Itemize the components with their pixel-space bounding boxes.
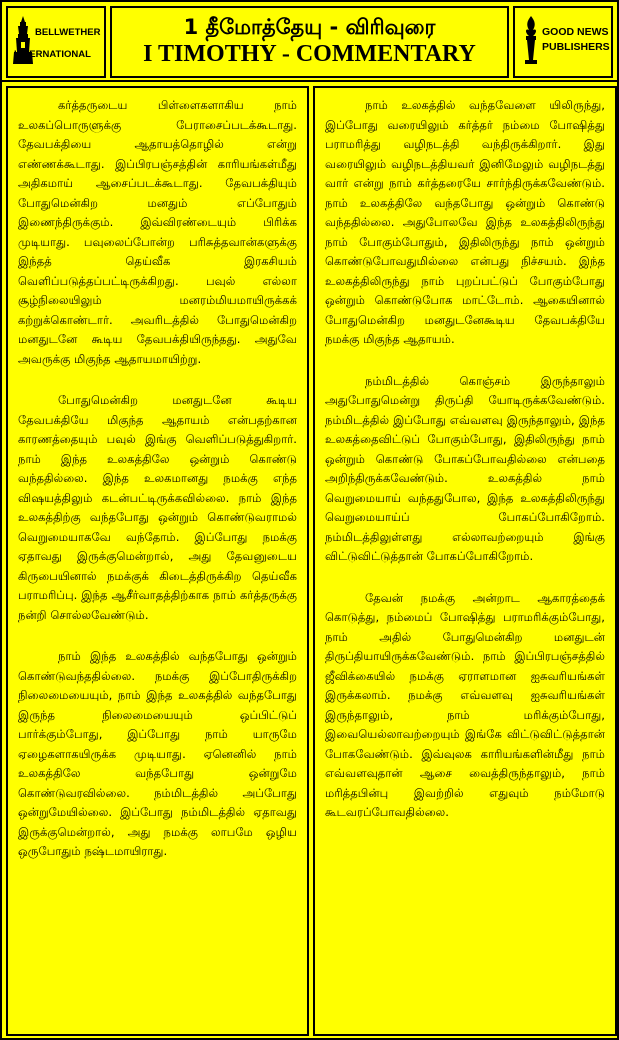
page-title-english: I TIMOTHY - COMMENTARY — [143, 41, 476, 67]
good-news-logo — [513, 6, 613, 78]
right-paragraph-2: நம்மிடத்தில் கொஞ்சம் இருந்தாலும் அதுபோதுமென்று திருப்தி யோடிருக்கவேண்டும். நம்மிடத்தில் இப்போது எவ்வளவு இருந்தாலும், இந்த உலகத்தைவிட்டுப் போகும்போது, இதிலிருந்து நாம் ஒன்றும் கொண்டு போகப்போவதில்லை என்பதை அறிந்திருக்கவேண்டும். உலகத்தில் நாம் வெறுமையாய் வந்ததுபோல, இந்த உலகத்திலிருந்து வெறுமையாய்ப் போகப்போகிறோம். நம்மிடத்திலுள்ளது எல்லாவற்றையும் இங்கு விட்டுவிட்டுத்தான் போகப்போகிறோம். — [325, 373, 605, 563]
left-paragraph-3: நாம் இந்த உலகத்தில் வந்தபோது ஒன்றும் கொண்டுவந்ததில்லை. நமக்கு இப்போதிருக்கிற நிலைமையையும், நாம் இந்த உலகத்தில் வந்தபோது இருந்த நிலைமையையும் ஒப்பிட்டுப் பார்க்கும்போது, இப்போது நாம் யாருமே ஏழைகளாகயிருக்க முடியாது. ஏனெனில் நாம் உலகத்திலே வந்தபோது ஒன்றுமே கொண்டுவரவில்லை. நம்மிடத்தில் அப்போது ஒன்றுமேயில்லை. இப்போது நம்மிடத்தில் ஏதாவது இருக்குமென்றால், அது நமக்கு லாபமே ஒழிய ஒருபோதும் நஷ்டமாயிராது. — [18, 649, 297, 858]
bellwether-logo — [6, 6, 106, 78]
header — [2, 2, 617, 82]
page-title-tamil: 1 தீமோத்தேயு - விரிவுரை — [183, 15, 436, 39]
bellwether-line2: INTERNATIONAL — [14, 49, 91, 60]
right-column — [313, 86, 617, 1036]
left-column — [6, 86, 309, 1036]
title-box — [110, 6, 509, 78]
right-paragraph-3: தேவன் நமக்கு அன்றாட ஆகாரத்தைக் கொடுத்து, நம்மைப் போஷித்து பராமரிக்கும்போது, நாம் அதில் போதுமென்கிற மனதுடன் திருப்தியாயிருக்கவேண்டும். நாம் இப்பிரபஞ்சத்தில் ஜீவிக்கையில் நமக்கு ஏராளமான ஐசுவரியங்கள் இருக்கலாம். நமக்கு எவ்வளவு ஐசுவரியங்கள் இருந்தாலும், நாம் மரிக்கும்போது, இவையெல்லாவற்றையும் இங்கே விட்டுவிட்டுத்தான் போகவேண்டும். இவ்வுலக காரியங்களின்மீது நாம் எவ்வளவுதான் ஆசை வைத்திருந்தாலும், நாம் மரித்தபின்பு இவற்றில் எதுவும் நம்மோடு கூடவரப்போவதில்லை. — [325, 590, 605, 819]
left-paragraph-1: கர்த்தருடைய பிள்ளைகளாகிய நாம் உலகப்பொருளுக்கு பேராசைப்படக்கூடாது. தேவபக்தியை ஆதாயத்தொழில் என்று எண்ணக்கூடாது. இப்பிரபஞ்சத்தின் காரியங்கள்மீது அதிகமாய் ஆசைப்படக்கூடாது. தேவபக்தியும் போதுமென்கிற மனதும் எப்போதும் இணைந்திருக்கும். இவ்விரண்டையும் பிரிக்க முடியாது. பவுலைப்போன்ற பரிசுத்தவான்களுக்கு இந்தத் தெய்வீக இரகசியம் வெளிப்படுத்தப்பட்டிருக்கிறது. பவுல் எல்லா சூழ்நிலையிலும் மனரம்மியமாயிருக்கக் கற்றுக்கொண்டார். அவரிடத்தில் போதுமென்கிற மனதுடனே கூடிய தேவபக்தியிருந்தது. அதுவே அவருக்கு மிகுந்த ஆதாயமாயிற்று. — [18, 98, 297, 366]
torch-icon — [521, 16, 541, 64]
bellwether-line1: BELLWETHER — [35, 27, 101, 38]
good-news-line2: PUBLISHERS — [542, 41, 610, 53]
left-paragraph-2: போதுமென்கிற மனதுடனே கூடிய தேவபக்தியே மிகுந்த ஆதாயம் என்பதற்கான காரணத்தையும் பவுல் இங்கு வெளிப்படுத்துகிறார். நாம் இந்த உலகத்திலே ஒன்றும் கொண்டு வந்ததில்லை. இந்த உலகமானது நமக்கு எந்த விஷயத்திலும் கடன்பட்டிருக்கவில்லை. நாம் இந்த உலகத்திற்கு வந்தபோது ஒன்றும் கொண்டுவராமல் வெறுமையாகவே வந்தோம். இப்போது நமக்கு ஏதாவது இருக்குமென்றால், அது தேவனுடைய கிருபையினால் நமக்குக் கிடைத்திருக்கிற தெய்வீக பராமரிப்பு. இந்த ஆசீர்வாதத்திற்காக நாம் கர்த்தருக்கு நன்றி சொல்லவேண்டும். — [18, 393, 297, 622]
right-paragraph-1: நாம் உலகத்தில் வந்தவேளை யிலிருந்து, இப்போது வரையிலும் கர்த்தர் நம்மை போஷித்து பராமரித்து வழிநடத்தி வந்திருக்கிறார். இது வரையிலும் வழிநடத்தியவர் இனிமேலும் வழிநடத்து வார் என்று நாம் கர்த்தரையே சார்ந்திருக்கவேண்டும். நாம் உலகத்திலே வந்தபோது ஒன்றும் கொண்டு வந்ததில்லை. அதுபோலவே இந்த உலகத்திலிருந்து நாம் போகும்போதும், இதிலிருந்து நாம் ஒன்றும் கொண்டுபோவதுமில்லை என்பது நிச்சயம். இந்த உலகத்திலிருந்து நாம் புறப்பட்டுப் போகும்போது ஒன்றும் கொண்டுபோக மாட்டோம். ஆகையினால் போதுமென்கிற மனதுடனேகூடிய தேவபக்தியே நமக்கு மிகுந்த ஆதாயம். — [325, 98, 605, 346]
good-news-line1: GOOD NEWS — [542, 26, 609, 38]
